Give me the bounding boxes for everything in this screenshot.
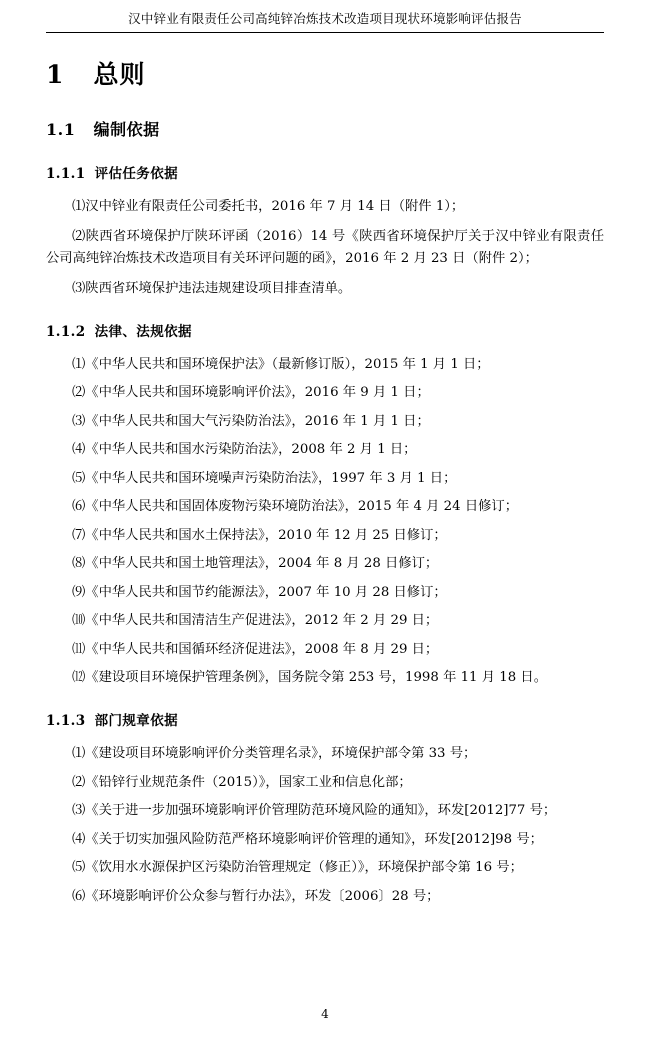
page-number: 4: [321, 1007, 329, 1021]
chapter-number: 1: [46, 59, 65, 89]
subsection-title-3: 部门规章依据: [94, 713, 178, 729]
section-title-text: 编制依据: [93, 119, 160, 139]
list-item: ⑴《建设项目环境影响评价分类管理名录》，环境保护部令第 33 号；: [72, 746, 477, 761]
subsection-heading-2: [46, 320, 604, 340]
chapter-title: [46, 55, 604, 91]
list-item: ⑹《中华人民共和国固体废物污染环境防治法》，2015 年 4 月 24 日修订；: [72, 499, 519, 515]
subsection-number-3: 1.1.3: [46, 713, 86, 729]
subsection-heading-1: [46, 162, 604, 182]
list-item: ⑶《关于进一步加强环境影响评价管理防范环境风险的通知》，环发[2012]77 号；: [72, 803, 557, 819]
list-item: ⑽《中华人民共和国清洁生产促进法》，2012 年 2 月 29 日；: [72, 613, 439, 629]
list-item: ⑿《建设项目环境保护管理条例》，国务院令第 253 号，1998 年 11 月 18 日。: [72, 670, 548, 686]
list-item: ⑵《中华人民共和国环境影响评价法》，2016 年 9 月 1 日；: [72, 385, 430, 401]
list-item: ⑷《关于切实加强风险防范严格环境影响评价管理的通知》，环发[2012]98 号；: [72, 831, 543, 847]
list-item: ⑻《中华人民共和国土地管理法》，2004 年 8 月 28 日修订；: [72, 556, 439, 572]
section-number: 1.1: [46, 119, 76, 139]
list-item: ⑸《中华人民共和国环境噪声污染防治法》，1997 年 3 月 1 日；: [72, 470, 457, 486]
subsection-heading-3: [46, 709, 604, 729]
header-divider: [46, 32, 604, 33]
list-item: ⑹《环境影响评价公众参与暂行办法》，环发〔2006〕28 号；: [72, 888, 440, 904]
subsection-title-1: 评估任务依据: [94, 165, 178, 182]
list-item: ⑵陕西省环境保护厅陕环评函（2016）14 号《陕西省环境保护厅关于汉中锌业有限责任公司高纯锌冶炼技术改造项目有关环评问题的函》，2016 年 2 月 23 日（附件 2）；: [46, 229, 604, 266]
list-item: ⑶《中华人民共和国大气污染防治法》，2016 年 1 月 1 日；: [72, 413, 430, 429]
running-header: 汉中锌业有限责任公司高纯锌冶炼技术改造项目现状环境影响评估报告: [128, 11, 522, 26]
list-item: ⑸《饮用水水源保护区污染防治管理规定（修正）》，环境保护部令第 16 号；: [72, 860, 523, 876]
chapter-title-text: 总则: [93, 59, 146, 89]
list-item: ⑵《铅锌行业规范条件（2015）》，国家工业和信息化部；: [72, 774, 412, 790]
subsection-number-1: 1.1.1: [46, 165, 86, 182]
list-item: ⑼《中华人民共和国节约能源法》，2007 年 10 月 28 日修订；: [72, 584, 447, 600]
list-item: ⑺《中华人民共和国水土保持法》，2010 年 12 月 25 日修订；: [72, 527, 447, 543]
subsection-number-2: 1.1.2: [46, 323, 86, 340]
list-item: ⑶陕西省环境保护违法违规建设项目排查清单。: [72, 281, 352, 297]
list-item: ⑴《中华人民共和国环境保护法》（最新修订版），2015 年 1 月 1 日；: [72, 356, 490, 372]
subsection-title-2: 法律、法规依据: [94, 323, 192, 340]
section-heading: [46, 117, 604, 140]
list-item: ⑴汉中锌业有限责任公司委托书，2016 年 7 月 14 日（附件 1）；: [72, 198, 465, 214]
list-item: ⑷《中华人民共和国水污染防治法》，2008 年 2 月 1 日；: [72, 442, 417, 458]
list-item: ⑾《中华人民共和国循环经济促进法》，2008 年 8 月 29 日；: [72, 641, 439, 657]
